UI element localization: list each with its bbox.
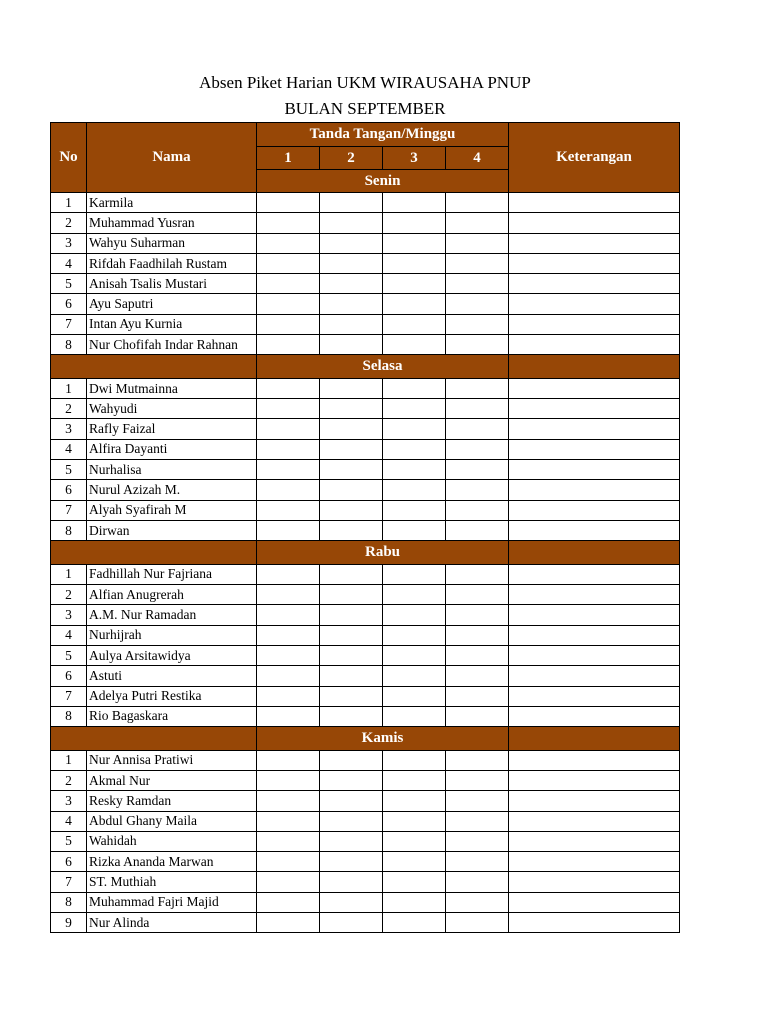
signature-cell-week-2 <box>320 686 383 706</box>
table-row <box>51 791 680 811</box>
signature-cell-week-4 <box>446 193 509 213</box>
signature-cell-week-3 <box>383 892 446 912</box>
keterangan-cell <box>509 564 680 584</box>
keterangan-cell <box>509 625 680 645</box>
keterangan-cell <box>509 213 680 233</box>
table-row <box>51 213 680 233</box>
table-row <box>51 811 680 831</box>
signature-cell-week-1 <box>257 892 320 912</box>
table-row <box>51 750 680 770</box>
signature-cell-week-1 <box>257 213 320 233</box>
signature-cell-week-1 <box>257 686 320 706</box>
signature-cell-week-3 <box>383 666 446 686</box>
signature-cell-week-1 <box>257 564 320 584</box>
signature-cell-week-3 <box>383 706 446 726</box>
keterangan-cell <box>509 585 680 605</box>
signature-cell-week-3 <box>383 233 446 253</box>
day-row-blank <box>51 727 257 751</box>
keterangan-cell <box>509 770 680 790</box>
signature-cell-week-3 <box>383 294 446 314</box>
signature-cell-week-2 <box>320 335 383 355</box>
member-name: Nur Alinda <box>87 913 257 933</box>
table-row <box>51 399 680 419</box>
table-row <box>51 460 680 480</box>
day-row-blank <box>51 355 257 379</box>
member-number: 7 <box>51 314 87 334</box>
member-number: 4 <box>51 811 87 831</box>
signature-cell-week-1 <box>257 645 320 665</box>
signature-cell-week-1 <box>257 520 320 540</box>
signature-cell-week-4 <box>446 439 509 459</box>
signature-cell-week-4 <box>446 378 509 398</box>
table-row <box>51 770 680 790</box>
signature-cell-week-2 <box>320 666 383 686</box>
member-number: 6 <box>51 852 87 872</box>
signature-cell-week-1 <box>257 399 320 419</box>
signature-cell-week-2 <box>320 233 383 253</box>
signature-cell-week-3 <box>383 686 446 706</box>
signature-cell-week-3 <box>383 625 446 645</box>
signature-cell-week-2 <box>320 193 383 213</box>
signature-cell-week-2 <box>320 811 383 831</box>
keterangan-cell <box>509 253 680 273</box>
table-row <box>51 625 680 645</box>
keterangan-cell <box>509 378 680 398</box>
table-row <box>51 480 680 500</box>
day-row-blank <box>509 355 680 379</box>
member-name: Muhammad Fajri Majid <box>87 892 257 912</box>
signature-cell-week-2 <box>320 500 383 520</box>
member-number: 1 <box>51 564 87 584</box>
signature-cell-week-2 <box>320 399 383 419</box>
member-number: 8 <box>51 335 87 355</box>
signature-cell-week-2 <box>320 706 383 726</box>
signature-cell-week-4 <box>446 480 509 500</box>
table-row <box>51 294 680 314</box>
signature-cell-week-3 <box>383 811 446 831</box>
signature-cell-week-1 <box>257 274 320 294</box>
member-number: 5 <box>51 831 87 851</box>
signature-cell-week-3 <box>383 913 446 933</box>
keterangan-cell <box>509 193 680 213</box>
member-name: Akmal Nur <box>87 770 257 790</box>
member-name: Alyah Syafirah M <box>87 500 257 520</box>
day-header-senin: Senin <box>257 170 509 193</box>
keterangan-cell <box>509 500 680 520</box>
signature-cell-week-1 <box>257 314 320 334</box>
header-week-2: 2 <box>320 147 383 170</box>
keterangan-cell <box>509 872 680 892</box>
signature-cell-week-3 <box>383 460 446 480</box>
day-header-kamis: Kamis <box>257 727 509 751</box>
signature-cell-week-3 <box>383 585 446 605</box>
member-name: Muhammad Yusran <box>87 213 257 233</box>
signature-cell-week-2 <box>320 770 383 790</box>
member-number: 2 <box>51 770 87 790</box>
signature-cell-week-1 <box>257 625 320 645</box>
signature-cell-week-1 <box>257 666 320 686</box>
signature-cell-week-3 <box>383 399 446 419</box>
signature-cell-week-2 <box>320 213 383 233</box>
keterangan-cell <box>509 686 680 706</box>
signature-cell-week-3 <box>383 253 446 273</box>
signature-cell-week-4 <box>446 335 509 355</box>
member-name: Wahyu Suharman <box>87 233 257 253</box>
table-row <box>51 520 680 540</box>
signature-cell-week-4 <box>446 686 509 706</box>
signature-cell-week-3 <box>383 500 446 520</box>
day-row-blank <box>509 541 680 565</box>
signature-cell-week-1 <box>257 419 320 439</box>
signature-cell-week-1 <box>257 585 320 605</box>
keterangan-cell <box>509 892 680 912</box>
member-name: Wahyudi <box>87 399 257 419</box>
signature-cell-week-3 <box>383 520 446 540</box>
signature-cell-week-2 <box>320 831 383 851</box>
member-name: Astuti <box>87 666 257 686</box>
signature-cell-week-4 <box>446 750 509 770</box>
member-name: Rafly Faizal <box>87 419 257 439</box>
member-name: Ayu Saputri <box>87 294 257 314</box>
day-separator-row <box>51 355 680 379</box>
signature-cell-week-2 <box>320 564 383 584</box>
member-number: 6 <box>51 666 87 686</box>
signature-cell-week-4 <box>446 213 509 233</box>
table-row <box>51 645 680 665</box>
member-number: 2 <box>51 585 87 605</box>
signature-cell-week-4 <box>446 274 509 294</box>
signature-cell-week-3 <box>383 645 446 665</box>
day-row-blank <box>51 541 257 565</box>
table-row <box>51 439 680 459</box>
keterangan-cell <box>509 314 680 334</box>
signature-cell-week-2 <box>320 378 383 398</box>
member-name: Nurul Azizah M. <box>87 480 257 500</box>
signature-cell-week-3 <box>383 193 446 213</box>
signature-cell-week-2 <box>320 750 383 770</box>
signature-cell-week-1 <box>257 791 320 811</box>
signature-cell-week-4 <box>446 520 509 540</box>
member-number: 2 <box>51 399 87 419</box>
keterangan-cell <box>509 913 680 933</box>
document-title: Absen Piket Harian UKM WIRAUSAHA PNUP <box>199 73 531 92</box>
signature-cell-week-4 <box>446 233 509 253</box>
signature-cell-week-2 <box>320 274 383 294</box>
member-name: Nur Chofifah Indar Rahnan <box>87 335 257 355</box>
keterangan-cell <box>509 480 680 500</box>
keterangan-cell <box>509 831 680 851</box>
member-number: 6 <box>51 294 87 314</box>
header-week-3: 3 <box>383 147 446 170</box>
signature-cell-week-1 <box>257 706 320 726</box>
member-number: 8 <box>51 892 87 912</box>
signature-cell-week-4 <box>446 605 509 625</box>
signature-cell-week-3 <box>383 605 446 625</box>
signature-cell-week-1 <box>257 193 320 213</box>
member-number: 3 <box>51 419 87 439</box>
signature-cell-week-3 <box>383 439 446 459</box>
signature-cell-week-4 <box>446 913 509 933</box>
header-week-1: 1 <box>257 147 320 170</box>
signature-cell-week-1 <box>257 378 320 398</box>
signature-cell-week-2 <box>320 791 383 811</box>
signature-cell-week-3 <box>383 274 446 294</box>
signature-cell-week-4 <box>446 831 509 851</box>
member-number: 5 <box>51 645 87 665</box>
keterangan-cell <box>509 750 680 770</box>
keterangan-cell <box>509 460 680 480</box>
table-row <box>51 500 680 520</box>
signature-cell-week-4 <box>446 645 509 665</box>
signature-cell-week-4 <box>446 706 509 726</box>
signature-cell-week-3 <box>383 378 446 398</box>
header-tanda-tangan: Tanda Tangan/Minggu <box>257 123 509 147</box>
signature-cell-week-1 <box>257 294 320 314</box>
signature-cell-week-4 <box>446 314 509 334</box>
table-row <box>51 274 680 294</box>
signature-cell-week-3 <box>383 770 446 790</box>
member-name: Rifdah Faadhilah Rustam <box>87 253 257 273</box>
keterangan-cell <box>509 399 680 419</box>
member-name: Rizka Ananda Marwan <box>87 852 257 872</box>
member-name: ST. Muthiah <box>87 872 257 892</box>
signature-cell-week-2 <box>320 253 383 273</box>
signature-cell-week-2 <box>320 872 383 892</box>
member-number: 3 <box>51 233 87 253</box>
member-name: Rio Bagaskara <box>87 706 257 726</box>
header-keterangan: Keterangan <box>509 123 680 193</box>
table-row <box>51 872 680 892</box>
signature-cell-week-4 <box>446 791 509 811</box>
table-row <box>51 831 680 851</box>
member-number: 3 <box>51 605 87 625</box>
member-number: 3 <box>51 791 87 811</box>
signature-cell-week-4 <box>446 460 509 480</box>
signature-cell-week-1 <box>257 605 320 625</box>
table-row <box>51 335 680 355</box>
signature-cell-week-3 <box>383 831 446 851</box>
document-subtitle: BULAN SEPTEMBER <box>284 99 446 118</box>
signature-cell-week-1 <box>257 500 320 520</box>
header-no: No <box>51 123 87 193</box>
member-name: Alfira Dayanti <box>87 439 257 459</box>
member-name: Dwi Mutmainna <box>87 378 257 398</box>
keterangan-cell <box>509 706 680 726</box>
keterangan-cell <box>509 439 680 459</box>
member-number: 7 <box>51 500 87 520</box>
table-row <box>51 913 680 933</box>
keterangan-cell <box>509 294 680 314</box>
table-row <box>51 419 680 439</box>
signature-cell-week-1 <box>257 253 320 273</box>
member-name: Abdul Ghany Maila <box>87 811 257 831</box>
signature-cell-week-1 <box>257 852 320 872</box>
table-row <box>51 605 680 625</box>
signature-cell-week-3 <box>383 872 446 892</box>
table-row <box>51 564 680 584</box>
table-row <box>51 666 680 686</box>
signature-cell-week-2 <box>320 625 383 645</box>
keterangan-cell <box>509 811 680 831</box>
signature-cell-week-1 <box>257 460 320 480</box>
member-number: 6 <box>51 480 87 500</box>
signature-cell-week-2 <box>320 439 383 459</box>
attendance-table <box>50 122 680 933</box>
signature-cell-week-4 <box>446 585 509 605</box>
member-number: 2 <box>51 213 87 233</box>
signature-cell-week-1 <box>257 770 320 790</box>
table-row <box>51 314 680 334</box>
signature-cell-week-1 <box>257 831 320 851</box>
member-number: 7 <box>51 872 87 892</box>
signature-cell-week-2 <box>320 913 383 933</box>
signature-cell-week-3 <box>383 480 446 500</box>
signature-cell-week-1 <box>257 480 320 500</box>
keterangan-cell <box>509 419 680 439</box>
signature-cell-week-2 <box>320 645 383 665</box>
member-number: 1 <box>51 193 87 213</box>
table-row <box>51 585 680 605</box>
keterangan-cell <box>509 852 680 872</box>
member-name: Aulya Arsitawidya <box>87 645 257 665</box>
signature-cell-week-1 <box>257 811 320 831</box>
member-number: 4 <box>51 625 87 645</box>
table-body <box>51 193 680 933</box>
day-row-blank <box>509 727 680 751</box>
table-row <box>51 378 680 398</box>
member-number: 5 <box>51 274 87 294</box>
table-row <box>51 253 680 273</box>
signature-cell-week-3 <box>383 791 446 811</box>
signature-cell-week-3 <box>383 419 446 439</box>
signature-cell-week-2 <box>320 314 383 334</box>
signature-cell-week-4 <box>446 500 509 520</box>
signature-cell-week-2 <box>320 585 383 605</box>
signature-cell-week-1 <box>257 750 320 770</box>
member-name: Karmila <box>87 193 257 213</box>
member-number: 5 <box>51 460 87 480</box>
table-row <box>51 706 680 726</box>
member-name: Nur Annisa Pratiwi <box>87 750 257 770</box>
signature-cell-week-1 <box>257 913 320 933</box>
member-name: Wahidah <box>87 831 257 851</box>
signature-cell-week-4 <box>446 625 509 645</box>
member-name: Nurhalisa <box>87 460 257 480</box>
member-number: 4 <box>51 253 87 273</box>
keterangan-cell <box>509 791 680 811</box>
signature-cell-week-2 <box>320 480 383 500</box>
signature-cell-week-1 <box>257 335 320 355</box>
keterangan-cell <box>509 666 680 686</box>
signature-cell-week-3 <box>383 213 446 233</box>
keterangan-cell <box>509 335 680 355</box>
signature-cell-week-4 <box>446 419 509 439</box>
member-name: A.M. Nur Ramadan <box>87 605 257 625</box>
signature-cell-week-4 <box>446 399 509 419</box>
member-name: Anisah Tsalis Mustari <box>87 274 257 294</box>
member-name: Alfian Anugrerah <box>87 585 257 605</box>
member-name: Resky Ramdan <box>87 791 257 811</box>
member-number: 9 <box>51 913 87 933</box>
signature-cell-week-4 <box>446 770 509 790</box>
member-name: Dirwan <box>87 520 257 540</box>
keterangan-cell <box>509 605 680 625</box>
member-name: Fadhillah Nur Fajriana <box>87 564 257 584</box>
signature-cell-week-3 <box>383 852 446 872</box>
day-header-selasa: Selasa <box>257 355 509 379</box>
signature-cell-week-1 <box>257 872 320 892</box>
signature-cell-week-4 <box>446 666 509 686</box>
header-nama: Nama <box>87 123 257 193</box>
signature-cell-week-4 <box>446 253 509 273</box>
signature-cell-week-3 <box>383 335 446 355</box>
member-name: Nurhijrah <box>87 625 257 645</box>
signature-cell-week-2 <box>320 852 383 872</box>
signature-cell-week-2 <box>320 460 383 480</box>
keterangan-cell <box>509 274 680 294</box>
day-separator-row <box>51 541 680 565</box>
member-number: 8 <box>51 706 87 726</box>
member-number: 1 <box>51 750 87 770</box>
member-name: Adelya Putri Restika <box>87 686 257 706</box>
table-row <box>51 233 680 253</box>
table-row <box>51 193 680 213</box>
signature-cell-week-4 <box>446 852 509 872</box>
signature-cell-week-4 <box>446 872 509 892</box>
header-week-4: 4 <box>446 147 509 170</box>
signature-cell-week-2 <box>320 419 383 439</box>
table-row <box>51 852 680 872</box>
signature-cell-week-2 <box>320 294 383 314</box>
member-number: 8 <box>51 520 87 540</box>
member-number: 7 <box>51 686 87 706</box>
member-number: 4 <box>51 439 87 459</box>
keterangan-cell <box>509 645 680 665</box>
signature-cell-week-3 <box>383 750 446 770</box>
table-row <box>51 686 680 706</box>
signature-cell-week-3 <box>383 314 446 334</box>
signature-cell-week-2 <box>320 520 383 540</box>
day-separator-row <box>51 727 680 751</box>
signature-cell-week-4 <box>446 892 509 912</box>
signature-cell-week-4 <box>446 564 509 584</box>
table-row <box>51 892 680 912</box>
member-number: 1 <box>51 378 87 398</box>
signature-cell-week-1 <box>257 233 320 253</box>
keterangan-cell <box>509 520 680 540</box>
signature-cell-week-2 <box>320 605 383 625</box>
signature-cell-week-1 <box>257 439 320 459</box>
signature-cell-week-4 <box>446 811 509 831</box>
signature-cell-week-2 <box>320 892 383 912</box>
signature-cell-week-3 <box>383 564 446 584</box>
keterangan-cell <box>509 233 680 253</box>
signature-cell-week-4 <box>446 294 509 314</box>
day-header-rabu: Rabu <box>257 541 509 565</box>
member-name: Intan Ayu Kurnia <box>87 314 257 334</box>
